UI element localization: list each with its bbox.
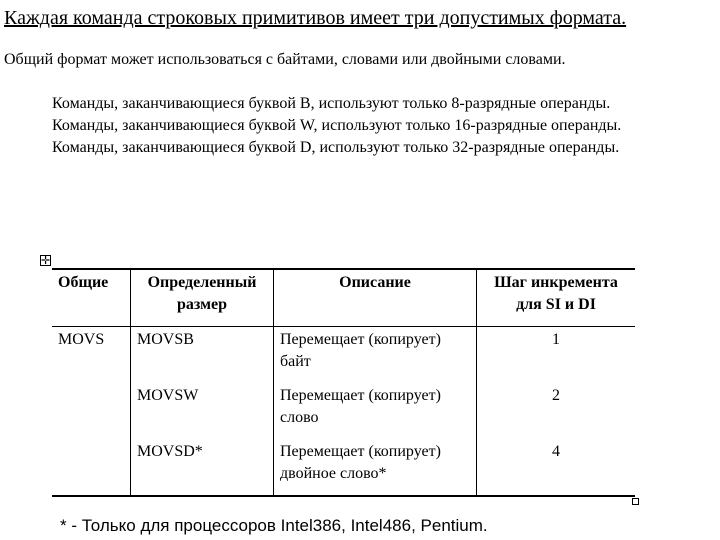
rule-word: Команды, заканчивающиеся буквой W, используют только 16-разрядные операнды. xyxy=(52,117,622,134)
cell-step: 4 xyxy=(477,439,636,496)
footnote: * - Только для процессоров Intel386, Intel486, Pentium. xyxy=(60,516,488,535)
string-commands-table xyxy=(52,268,635,497)
table-move-icon[interactable]: ✛ xyxy=(41,254,51,267)
cell-sized: MOVSB xyxy=(131,327,274,383)
table-row xyxy=(52,439,635,496)
cell-sized: MOVSW xyxy=(131,383,274,439)
rule-dword: Команды, заканчивающиеся буквой D, используют только 32-разрядные операнды. xyxy=(52,139,620,156)
table-row xyxy=(52,383,635,439)
general-format-text: Общий формат может использоваться с байтами, словами или двойными словами. xyxy=(4,51,566,68)
cell-step: 2 xyxy=(477,383,636,439)
cell-sized: MOVSD* xyxy=(131,439,274,496)
cell-description: Перемещает (копирует) двойное слово* xyxy=(274,439,477,496)
rule-byte: Команды, заканчивающиеся буквой B, используют только 8-разрядные операнды. xyxy=(52,95,611,112)
suffix-rules xyxy=(4,93,702,159)
cell-step: 1 xyxy=(477,327,636,383)
header-step: Шаг инкремента для SI и DI xyxy=(477,269,636,327)
cell-general: MOVS xyxy=(52,327,131,496)
table-header-row xyxy=(52,269,635,327)
header-description: Описание xyxy=(274,269,477,327)
cell-description: Перемещает (копирует) байт xyxy=(274,327,477,383)
table-row xyxy=(52,327,635,383)
header-general: Общие xyxy=(52,269,131,327)
header-sized: Определенный размер xyxy=(131,269,274,327)
cell-description: Перемещает (копирует) слово xyxy=(274,383,477,439)
slide-title: Каждая команда строковых примитивов имеет три допустимых формата. xyxy=(4,7,627,29)
table-resize-handle[interactable] xyxy=(632,498,639,505)
